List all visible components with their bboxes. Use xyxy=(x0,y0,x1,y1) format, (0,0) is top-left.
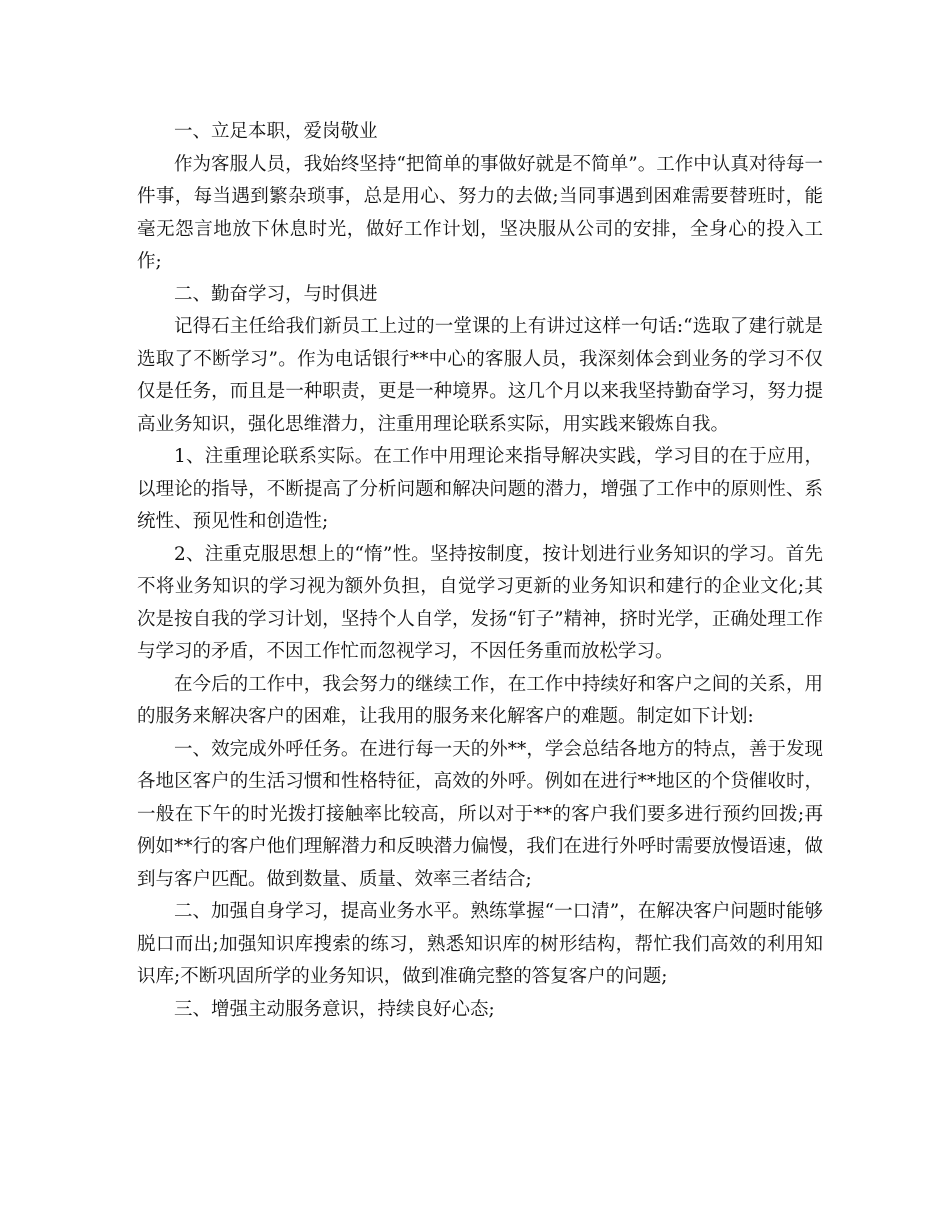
body-paragraph: 作为客服人员，我始终坚持“把简单的事做好就是不简单”。工作中认真对待每一件事，每当遇到繁杂琐事，总是用心、努力的去做;当同事遇到困难需要替班时，能毫无怨言地放下休息时光，做好工作计划，坚决服从公司的安排，全身心的投入工作; xyxy=(137,153,823,272)
body-paragraph: 一、效完成外呼任务。在进行每一天的外**，学会总结各地方的特点，善于发现各地区客户的生活习惯和性格特征，高效的外呼。例如在进行**地区的个贷催收时，一般在下午的时光拨打接触率比较高，所以对于**的客户我们要多进行预约回拨;再例如**行的客户他们理解潜力和反映潜力偏慢，我们在进行外呼时需要放慢语速，做到与客户匹配。做到数量、质量、效率三者结合; xyxy=(137,738,823,890)
section-heading: 二、勤奋学习，与时俱进 xyxy=(174,283,378,305)
body-paragraph: 二、加强自身学习，提高业务水平。熟练掌握“一口清”，在解决客户问题时能够脱口而出;加强知识库搜索的练习，熟悉知识库的树形结构，帮忙我们高效的利用知识库;不断巩固所学的业务知识，做到准确完整的答复客户的问题; xyxy=(137,901,823,987)
document-body xyxy=(137,116,823,1026)
body-paragraph: 2、注重克服思想上的“惰”性。坚持按制度，按计划进行业务知识的学习。首先不将业务知识的学习视为额外负担，自觉学习更新的业务知识和建行的企业文化;其次是按自我的学习计划，坚持个人自学，发扬“钉子”精神，挤时光学，正确处理工作与学习的矛盾，不因工作忙而忽视学习，不因任务重而放松学习。 xyxy=(137,543,823,662)
body-paragraph: 三、增强主动服务意识，持续良好心态; xyxy=(174,998,495,1020)
body-paragraph: 1、注重理论联系实际。在工作中用理论来指导解决实践，学习目的在于应用，以理论的指导，不断提高了分析问题和解决问题的潜力，增强了工作中的原则性、系统性、预见性和创造性; xyxy=(137,446,823,532)
body-paragraph: 在今后的工作中，我会努力的继续工作，在工作中持续好和客户之间的关系，用的服务来解决客户的困难，让我用的服务来化解客户的难题。制定如下计划: xyxy=(137,673,823,727)
section-heading: 一、立足本职，爱岗敬业 xyxy=(174,121,378,142)
body-paragraph: 记得石主任给我们新员工上过的一堂课的上有讲过这样一句话:“选取了建行就是选取了不断学习”。作为电话银行**中心的客服人员，我深刻体会到业务的学习不仅仅是任务，而且是一种职责，更是一种境界。这几个月以来我坚持勤奋学习，努力提高业务知识，强化思维潜力，注重用理论联系实际，用实践来锻炼自我。 xyxy=(137,316,823,435)
